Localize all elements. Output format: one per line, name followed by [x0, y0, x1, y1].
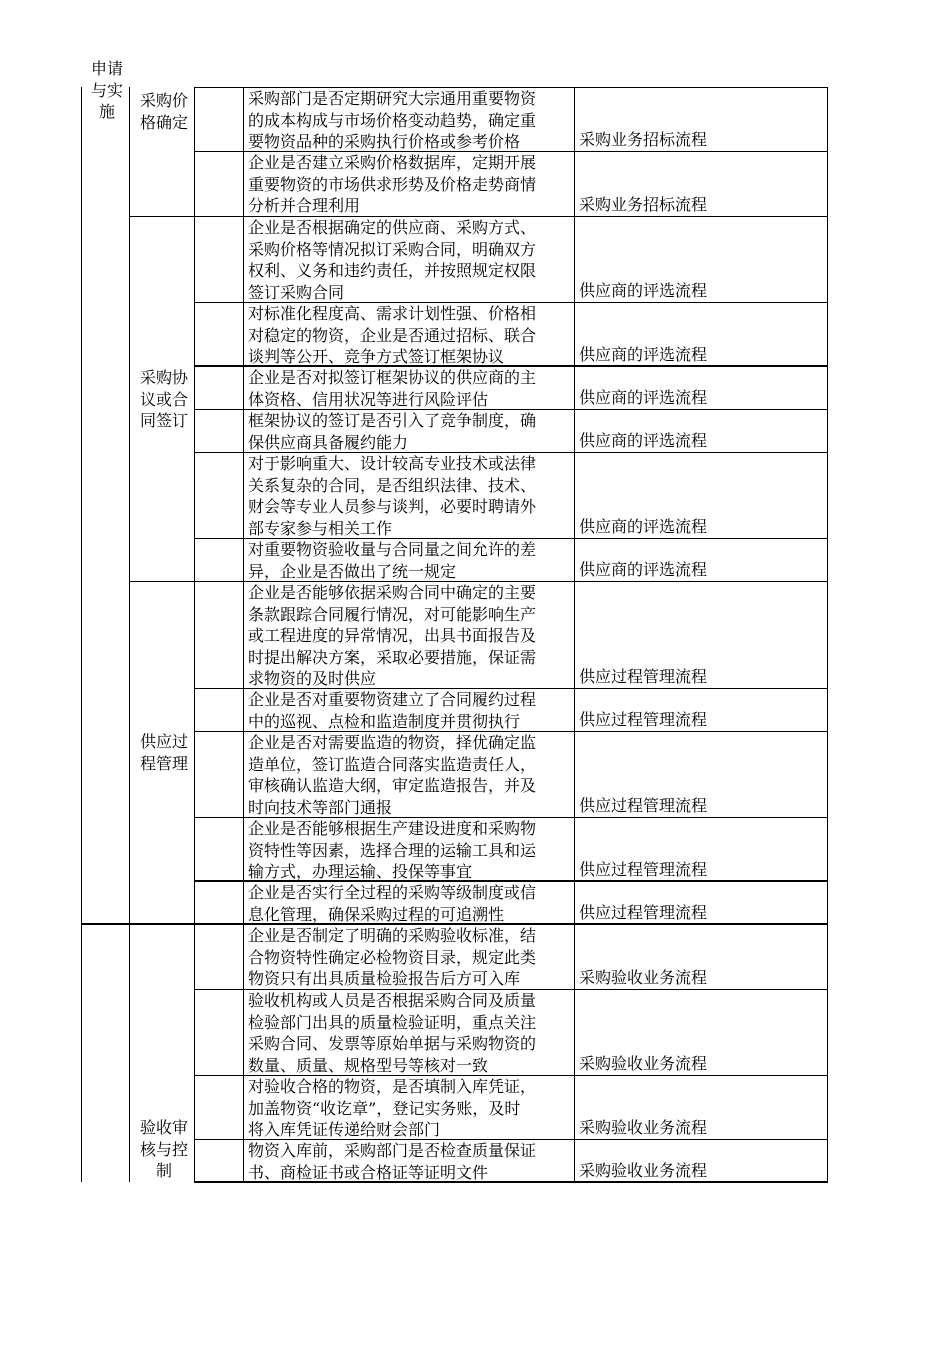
col4-left-border [243, 87, 244, 1182]
category-separator-accept [129, 924, 194, 925]
process-flow-label: 供应商的评选流程 [579, 560, 708, 579]
audit-point-text: 重要物资的市场供求形势及价格走势商情 [248, 174, 537, 194]
audit-point-text: 对验收合格的物资，是否填制入库凭证， [248, 1077, 537, 1096]
audit-point-text: 采购合同、发票等原始单据与采购物资的 [248, 1034, 537, 1053]
process-flow-label: 供应过程管理流程 [579, 710, 708, 729]
section-label-line: 申请 [90, 59, 123, 78]
audit-point-text: 异，企业是否做出了统一规定 [248, 561, 457, 581]
process-flow-label: 供应商的评选流程 [579, 281, 708, 300]
audit-point-text: 资特性等因素，选择合理的运输工具和运 [248, 840, 537, 860]
audit-point-text: 物资只有出具质量检验报告后方可入库 [248, 969, 521, 988]
section-label-line: 与实 [90, 80, 123, 100]
audit-point-text: 合物资特性确定必检物资目录，规定此类 [248, 947, 537, 967]
process-flow-label: 供应过程管理流程 [579, 796, 708, 815]
audit-point-text: 企业是否制定了明确的采购验收标准，结 [248, 926, 537, 945]
audit-point-text: 或工程进度的异常情况，出具书面报告及 [248, 626, 537, 645]
audit-point-text: 保供应商具备履约能力 [248, 432, 409, 452]
col2-left-border [129, 87, 130, 1182]
col3-left-border [194, 87, 195, 1182]
category-label-supply: 供应过 [139, 732, 188, 751]
audit-point-text: 检验部门出具的质量检验证明，重点关注 [248, 1012, 537, 1032]
audit-point-text: 分析并合理利用 [248, 196, 361, 215]
category-label-supply: 程管理 [139, 753, 188, 773]
audit-point-text: 验收机构或人员是否根据采购合同及质量 [248, 991, 537, 1010]
audit-point-text: 企业是否实行全过程的采购等级制度或信 [248, 883, 537, 902]
audit-point-text: 企业是否能够依据采购合同中确定的主要 [248, 583, 537, 602]
category-label-contract: 议或合 [139, 389, 188, 409]
audit-point-text: 物资入库前，采购部门是否检查质量保证 [248, 1141, 537, 1160]
audit-point-text: 审核确认监造大纲，审定监造报告，并及 [248, 776, 537, 795]
audit-point-text: 谈判等公开、竞争方式签订框架协议 [248, 347, 505, 366]
audit-point-text: 对标准化程度高、需求计划性强、价格相 [248, 304, 537, 323]
process-flow-label: 采购验收业务流程 [579, 1054, 708, 1073]
audit-point-text: 造单位，签订监造合同落实监造责任人， [248, 754, 537, 774]
category-label-accept: 验收审 [139, 1118, 188, 1137]
category-label-contract: 采购协 [139, 368, 188, 387]
audit-point-text: 要物资品种的采购执行价格或参考价格 [248, 132, 521, 151]
audit-point-text: 企业是否对需要监造的物资，择优确定监 [248, 733, 537, 752]
audit-point-text: 关系复杂的合同，是否组织法律、技术、 [248, 475, 537, 495]
audit-point-text: 企业是否建立采购价格数据库，定期开展 [248, 153, 537, 172]
category-label-accept: 核与控 [139, 1139, 188, 1159]
audit-point-text: 书、商检证书或合格证等证明文件 [248, 1162, 489, 1182]
audit-point-text: 加盖物资“收讫章”，登记实务账，及时 [248, 1098, 521, 1118]
audit-point-text: 采购部门是否定期研究大宗通用重要物资 [248, 89, 537, 108]
col5-left-border [574, 87, 575, 1182]
process-flow-label: 供应商的评选流程 [579, 431, 708, 450]
audit-point-text: 时提出解决方案，采取必要措施，保证需 [248, 647, 537, 667]
category-label-price: 格确定 [139, 112, 188, 132]
audit-point-text: 输方式，办理运输、投保等事宜 [248, 862, 473, 881]
audit-point-text: 对稳定的物资，企业是否通过招标、联合 [248, 325, 537, 345]
audit-point-text: 企业是否对拟签订框架协议的供应商的主 [248, 368, 537, 387]
col1-left-border [81, 87, 82, 1182]
category-label-accept: 制 [155, 1161, 172, 1180]
category-label-price: 采购价 [139, 91, 188, 110]
audit-point-text: 权利、义务和违约责任，并按照规定权限 [248, 261, 537, 280]
audit-point-text: 息化管理，确保采购过程的可追溯性 [248, 904, 505, 924]
process-flow-label: 供应过程管理流程 [579, 667, 708, 686]
process-flow-label: 采购验收业务流程 [579, 968, 708, 987]
process-flow-label: 供应商的评选流程 [579, 517, 708, 536]
audit-point-text: 部专家参与相关工作 [248, 518, 393, 538]
audit-point-text: 企业是否根据确定的供应商、采购方式、 [248, 218, 537, 237]
process-flow-label: 供应过程管理流程 [579, 860, 708, 879]
audit-point-text: 企业是否能够根据生产建设进度和采购物 [248, 819, 537, 838]
category-label-contract: 同签订 [139, 411, 188, 430]
process-flow-label: 供应过程管理流程 [579, 903, 708, 922]
process-flow-label: 采购业务招标流程 [579, 195, 708, 214]
process-flow-label: 采购验收业务流程 [579, 1118, 708, 1137]
audit-point-text: 时向技术等部门通报 [248, 797, 393, 817]
section-label-line: 施 [98, 102, 115, 121]
audit-point-text: 条款跟踪合同履行情况，对可能影响生产 [248, 604, 537, 624]
audit-point-text: 中的巡视、点检和监造制度并贯彻执行 [248, 711, 521, 731]
audit-point-text: 求物资的及时供应 [248, 669, 377, 688]
audit-point-text: 财会等专业人员参与谈判，必要时聘请外 [248, 497, 537, 516]
audit-point-text: 数量、质量、规格型号等核对一致 [248, 1055, 489, 1075]
audit-point-text: 企业是否对重要物资建立了合同履约过程 [248, 690, 537, 709]
process-flow-label: 采购验收业务流程 [579, 1161, 708, 1180]
audit-point-text: 签订采购合同 [248, 282, 345, 302]
audit-point-text: 将入库凭证传递给财会部门 [248, 1120, 441, 1139]
col5-right-border [827, 87, 828, 1182]
audit-point-text: 体资格、信用状况等进行风险评估 [248, 389, 489, 409]
audit-point-text: 框架协议的签订是否引入了竞争制度，确 [248, 411, 537, 430]
audit-point-text: 对重要物资验收量与合同量之间允许的差 [248, 540, 537, 559]
audit-point-text: 采购价格等情况拟订采购合同，明确双方 [248, 239, 537, 259]
process-flow-label: 采购业务招标流程 [579, 130, 708, 149]
audit-point-text: 对于影响重大、设计较高专业技术或法律 [248, 454, 537, 473]
audit-point-text: 的成本构成与市场价格变动趋势，确定重 [248, 110, 537, 130]
process-flow-label: 供应商的评选流程 [579, 388, 708, 407]
process-flow-label: 供应商的评选流程 [579, 345, 708, 364]
